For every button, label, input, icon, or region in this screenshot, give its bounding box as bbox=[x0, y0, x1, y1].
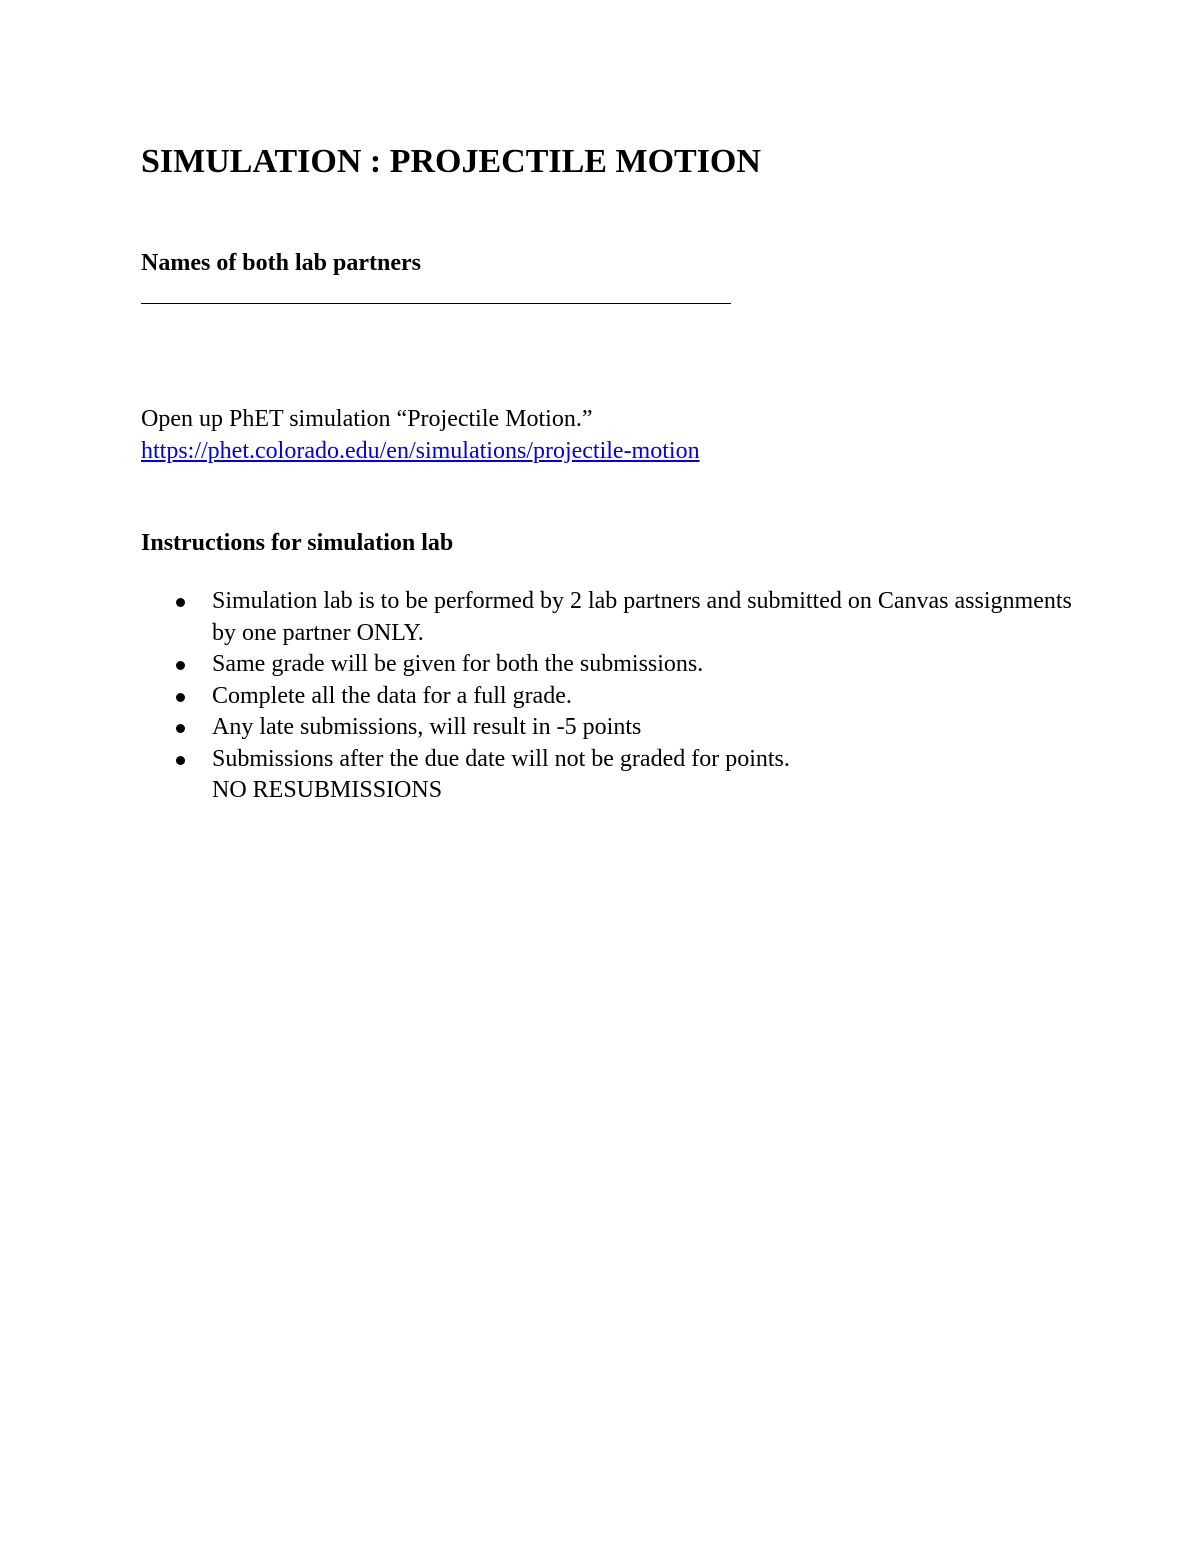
bullet-icon bbox=[176, 756, 185, 765]
bullet-icon bbox=[176, 661, 185, 670]
document-title: SIMULATION : PROJECTILE MOTION bbox=[141, 143, 761, 180]
instruction-text: Submissions after the due date will not be graded for points. bbox=[212, 745, 790, 772]
bullet-icon bbox=[176, 598, 185, 607]
instruction-text: Complete all the data for a full grade. bbox=[212, 682, 572, 709]
instruction-text: Same grade will be given for both the submissions. bbox=[212, 651, 704, 677]
instruction-item bbox=[141, 586, 1101, 649]
partners-blank-line bbox=[141, 303, 731, 304]
partners-label: Names of both lab partners bbox=[141, 250, 421, 276]
instructions-heading: Instructions for simulation lab bbox=[141, 530, 454, 556]
simulation-link[interactable]: https://phet.colorado.edu/en/simulations/projectile-motion bbox=[141, 438, 700, 464]
instructions-list bbox=[141, 586, 1101, 807]
bullet-icon bbox=[176, 724, 185, 733]
open-simulation-text: Open up PhET simulation “Projectile Motion.” bbox=[141, 406, 593, 432]
instruction-text: Any late submissions, will result in -5 points bbox=[212, 714, 642, 740]
bullet-icon bbox=[176, 693, 185, 702]
instruction-item bbox=[141, 681, 1101, 713]
instruction-text: Simulation lab is to be performed by 2 lab partners and submitted on Canvas assignments by one partner ONLY. bbox=[212, 588, 1072, 646]
final-note: NO RESUBMISSIONS bbox=[212, 777, 443, 803]
instruction-item bbox=[141, 649, 1101, 681]
instruction-item bbox=[141, 744, 1101, 807]
instruction-item bbox=[141, 712, 1101, 744]
